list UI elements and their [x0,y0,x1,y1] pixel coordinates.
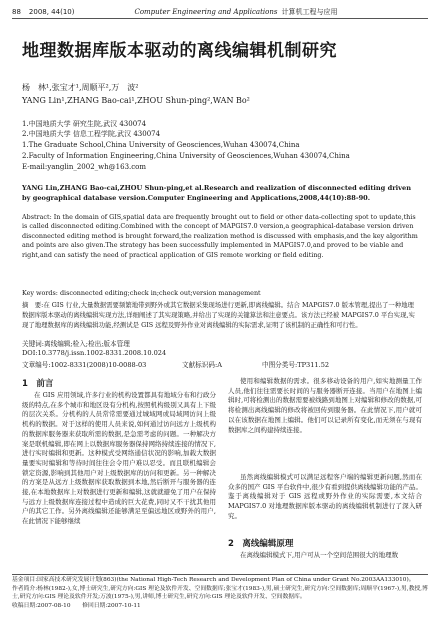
keywords-en: Key words: disconnected editing;check in;check out;version management [22,289,261,297]
funding-note: 基金项目:国家高技术研究发展计划(863)(the National High-Tech Research and Development Plan of China under Grant No.2003AA133010)。 [12,577,415,583]
journal-name-en: Computer Engineering and Applications [134,8,278,16]
intro-paragraph: 虽然离线编辑模式可以满足远程客户端的编辑更新问题,然而在众多的国产 GIS 平台软件中,很少有看到提供离线编辑功能的产品。鉴于离线编辑对于 GIS 远程或野外作业的实际需要,本文结合 MAPGIS7.0 对地理数据库版本驱动的离线编辑机制进行了深入研究。 [228,473,422,520]
author-email: E-mail:yanglin_2002_wh@163.com [22,163,147,171]
article-meta [22,349,422,357]
footnotes [12,574,428,610]
abstract-cn: 摘 要:在 GIS 行业,大量数据需要频繁地带到野外或其它数据采集现场进行更新,即离线编辑。结合 MAPGIS7.0 版本管理,提出了一种地理数据库版本驱动的离线编辑实现方法,详细阐述了其实现策略,并给出了实现的关键算法和注意要点。该方法已经被 MAPGIS7.0 平台实现,实现了地理数据库的离线编辑功能,经测试是 GIS 远程及野外作业对离线编辑的实际需求,证明了该机制的正确性和可行性。 [22,301,415,330]
section-2-title: 2 离线编辑原理 [228,539,294,549]
journal-name-cn: 计算机工程与应用 [281,8,338,16]
affiliation: 2.Faculty of Information Engineering,China University of Geosciences,Wuhan 430074,China [22,152,350,160]
clc-number: 中图分类号:TP311.52 [262,361,330,369]
section-1-paragraph: 在 GIS 应用领域,许多行业的机构设置都具有地域分布和行政分级的特点,在多个城市和地区设有分机构,按照机构级别又具有上下级的层次关系。分机构的人员常常需要通过城域网或局域网访问上级机构的数据。对于这样的使用人员来说,如何通过访问远方上级机构的数据库服务器来获取所需的数据,是急需考虑的问题。一种解决方案是联机编辑,即在网上以数据库服务器保持网络持续连接的情况下,进行实时编辑和更新。这种模式受网络通信状况的影响,加载大数据量要实时编辑和等待时间往往会令用户难以忍受。而且联机编辑会锁定资源,影响到其他用户对上级数据库的访问和更新。另一种解决的方案是从远方上级数据库获取数据到本地,然后断开与服务器的连接,在本地数据库上对数据进行更新和编辑,这就就避免了用户在保持与远方上级数据库连接过程中造成的巨大花费,同时又不干扰其他用户的其它工作。另外离线编辑还能够满足至偏远地区或野外的用户,在此情况下能够继续 [22,391,216,526]
section-2-paragraph: 在离线编辑模式下,用户可从一个空间范围很大的地理数 [240,551,399,559]
affiliation: 1.The Graduate School,China University of Geosciences,Wuhan 430074,China [22,141,300,149]
doi: DOI:10.3778/j.issn.1002-8331.2008.10.024 [22,349,167,357]
citation: YANG Lin,ZHANG Bao-cai,ZHOU Shun-ping,et al.Research and realization of disconnected editing driven by geographical database version.Computer Engineering and Applications,2008,44(10):88-90. [22,184,412,202]
abstract-en: Abstract: In the domain of GIS,spatial data are frequently brought out to field or other data-collecting spot to update,this is called disconnected editing.Combined with the concept of MAPGIS7.0 version,a geographical-database version driven disconnected editing method is brought forward,the realization method is discussed with emphasis,and the key algorithm and points are also given.The strategy has been successfully implemented in MAPGIS7.0,and proved to be viable and right,and can satisfy the need of practical application of GIS remote working or field editing. [22,213,418,259]
section-1-title: 1 前言 [22,379,54,389]
keywords-cn: 关键词:离线编辑;检入;检出;版本管理 [22,340,130,348]
intro-paragraph: 使用和编辑数据的需求。很多移动设备的用户,如实地测量工作人员,他们往往需要长时间的与服务器断开连接。当用户在地图上编辑时,可将检测出的数据需要被线路到地图上对编辑和修改的数据,可将检测出离线编辑的修改将被回传到服务器。在此情况下,用户就可以在该数据在地图上编辑。他们可以记录所有变化,而无须在与现有数据库之间构建持续连接。 [228,377,422,434]
article-meta-2 [22,359,422,369]
authors-en: YANG Lin¹,ZHANG Bao-cai¹,ZHOU Shun-ping²,WAN Bo² [22,96,250,105]
page-header [12,6,428,19]
affiliation: 1.中国地质大学 研究生院,武汉 430074 [22,120,147,128]
article-number: 文章编号:1002-8331(2008)10-0088-03 [22,361,147,369]
document-code: 文献标识码:A [182,361,222,369]
received-date-note: 收稿日期:2007-08-10 修回日期:2007-10-11 [12,602,141,609]
paper-title: 地理数据库版本驱动的离线编辑机制研究 [22,41,337,61]
author-bio-note: 作者简介:杨林(1982-),女,博士研究生,研究方向:GIS 理论及软件开发、空间数据库;张宝才(1983-),男,硕士研究生,研究方向:空间数据库;周顺平(1967-),男,教授,博士,研究方向:GIS 理论及软件开发;万波(1975-),男,讲师,博士研究生,研究方向:GIS 理论及软件开发、空间数据库。 [12,585,428,601]
authors-cn: 杨 林¹,张宝才¹,周顺平²,万 波² [22,83,139,92]
page-number: 88 [12,8,21,16]
affiliation: 2.中国地质大学 信息工程学院,武汉 430074 [22,130,161,138]
journal-issue: 2008, 44(10) [28,8,75,16]
